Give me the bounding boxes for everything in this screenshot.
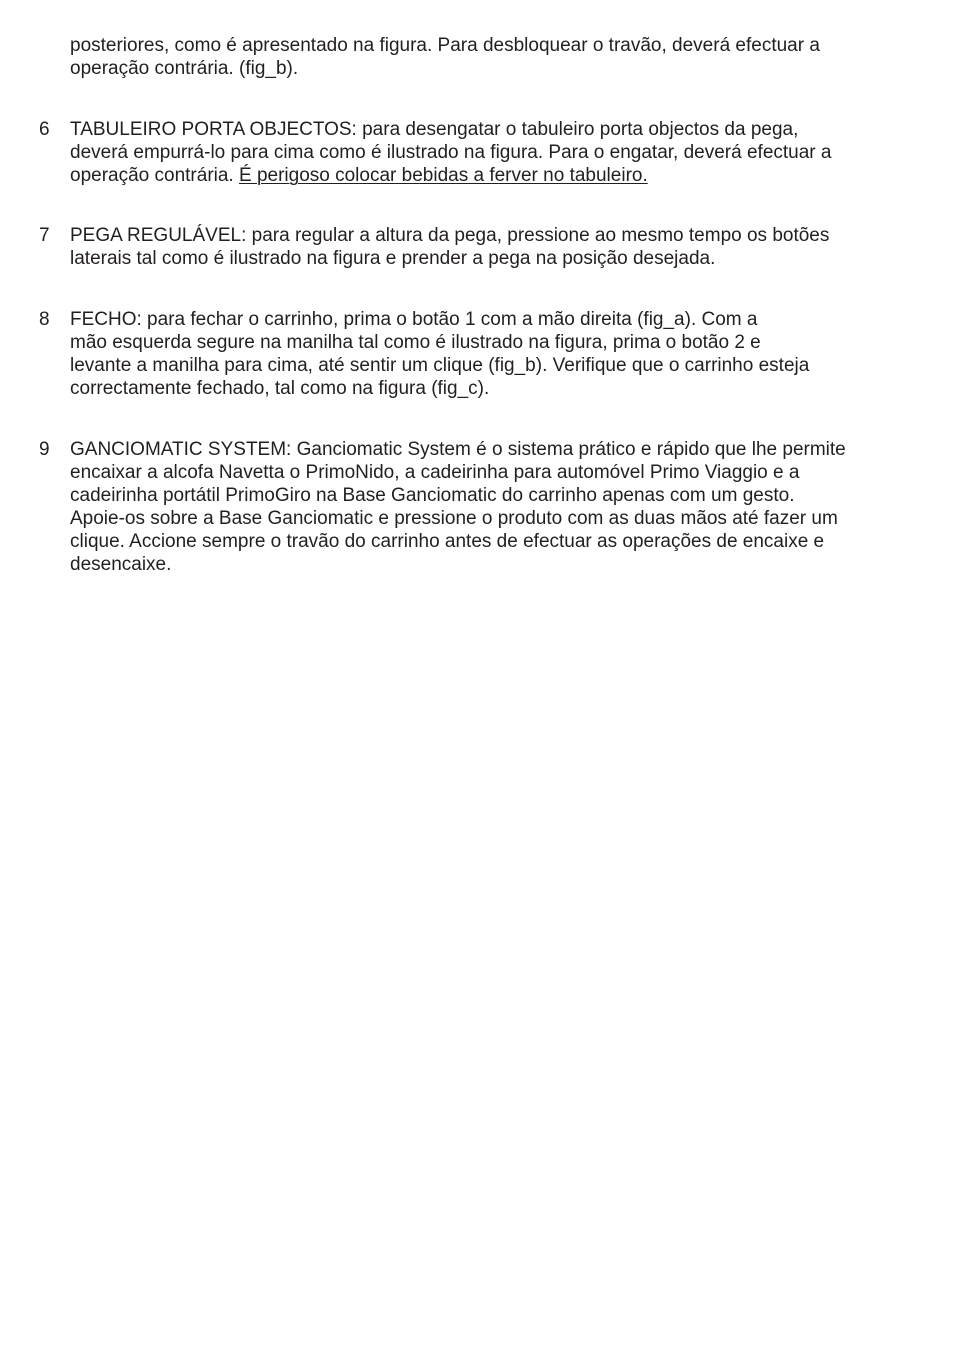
text-line: encaixar a alcofa Navetta o PrimoNido, a cadeirinha para automóvel Primo Viaggio e a xyxy=(70,462,800,483)
text-line: FECHO: para fechar o carrinho, prima o botão 1 com a mão direita (fig_a). Com a xyxy=(70,309,758,330)
item-text xyxy=(70,118,950,187)
continuation-text xyxy=(70,34,950,80)
text-line: PEGA REGULÁVEL: para regular a altura da pega, pressione ao mesmo tempo os botões xyxy=(70,225,830,246)
item-text xyxy=(70,438,950,576)
item-number: 9 xyxy=(39,439,50,460)
text-line: cadeirinha portátil PrimoGiro na Base Ganciomatic do carrinho apenas com um gesto. xyxy=(70,485,795,506)
text-line: mão esquerda segure na manilha tal como é ilustrado na figura, prima o botão 2 e xyxy=(70,332,761,353)
text-line: posteriores, como é apresentado na figura. Para desbloquear o travão, deverá efectuar a xyxy=(70,35,820,56)
text-line: clique. Accione sempre o travão do carrinho antes de efectuar as operações de encaixe e xyxy=(70,531,825,552)
text-line: correctamente fechado, tal como na figura (fig_c). xyxy=(70,378,490,399)
item-number: 7 xyxy=(39,225,50,246)
item-number: 6 xyxy=(39,119,50,140)
text-line: deverá empurrá-lo para cima como é ilustrado na figura. Para o engatar, deverá efectuar a xyxy=(70,142,832,163)
text-line: TABULEIRO PORTA OBJECTOS: para desengatar o tabuleiro porta objectos da pega, xyxy=(70,119,799,140)
item-number: 8 xyxy=(39,309,50,330)
text-line: operação contrária. (fig_b). xyxy=(70,58,299,79)
warning-underlined-text: É perigoso colocar bebidas a ferver no tabuleiro. xyxy=(239,165,648,186)
text-line: laterais tal como é ilustrado na figura e prender a pega na posição desejada. xyxy=(70,248,716,269)
item-text xyxy=(70,308,950,400)
text-line: Apoie-os sobre a Base Ganciomatic e pressione o produto com as duas mãos até fazer um xyxy=(70,508,838,529)
text-segment: operação contrária. xyxy=(70,165,239,186)
text-line xyxy=(70,164,950,187)
text-line: GANCIOMATIC SYSTEM: Ganciomatic System é o sistema prático e rápido que lhe permite xyxy=(70,439,846,460)
item-text xyxy=(70,224,950,270)
text-line: desencaixe. xyxy=(70,554,172,575)
text-line: levante a manilha para cima, até sentir um clique (fig_b). Verifique que o carrinho esteja xyxy=(70,355,810,376)
